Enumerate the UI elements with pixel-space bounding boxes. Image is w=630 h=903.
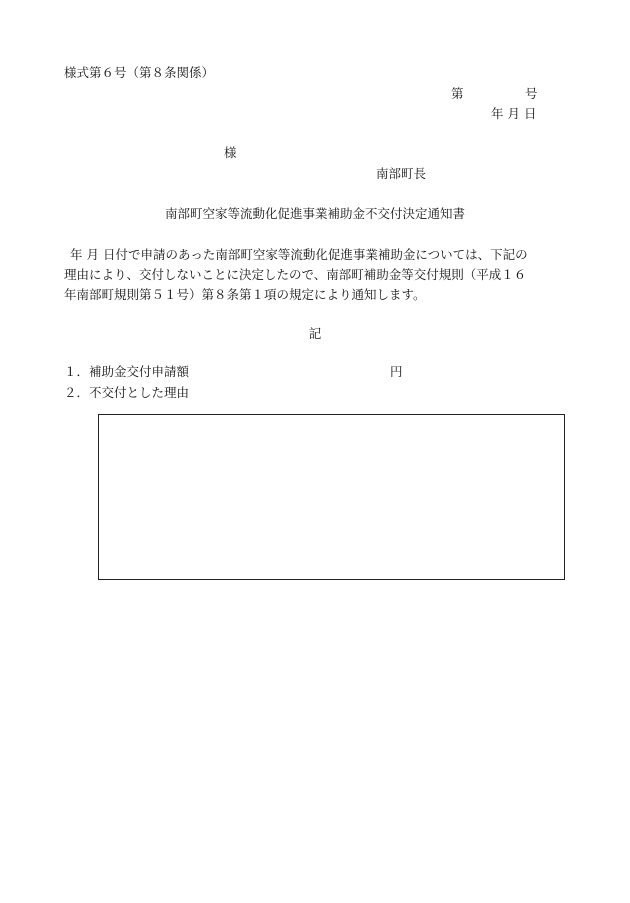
- issue-date: 年 月 日: [491, 106, 537, 121]
- item-application-amount-unit: 円: [390, 364, 403, 379]
- ki-heading: 記: [308, 326, 322, 341]
- body-line-3: 年南部町規則第５１号）第８条第１項の規定により通知します。: [64, 287, 426, 302]
- reason-box: [98, 414, 565, 580]
- body-line-2: 理由により、交付しないことに決定したので、南部町補助金等交付規則（平成１６: [64, 267, 527, 282]
- form-number: 様式第６号（第８条関係）: [64, 65, 215, 80]
- body-line-1: 年 月 日付で申請のあった南部町空家等流動化促進事業補助金については、下記の: [70, 247, 528, 262]
- item-reason-label: ２．不交付とした理由: [64, 385, 190, 400]
- document-title: 南部町空家等流動化促進事業補助金不交付決定通知書: [164, 206, 465, 221]
- notice-body: [64, 245, 569, 305]
- item-application-amount-label: １．補助金交付申請額: [64, 364, 190, 379]
- document-number-prefix: 第: [451, 86, 464, 101]
- recipient-honorific: 様: [224, 145, 237, 160]
- document-number: [451, 86, 538, 101]
- issuer-name: 南部町長: [376, 166, 427, 181]
- document-number-suffix: 号: [525, 86, 538, 101]
